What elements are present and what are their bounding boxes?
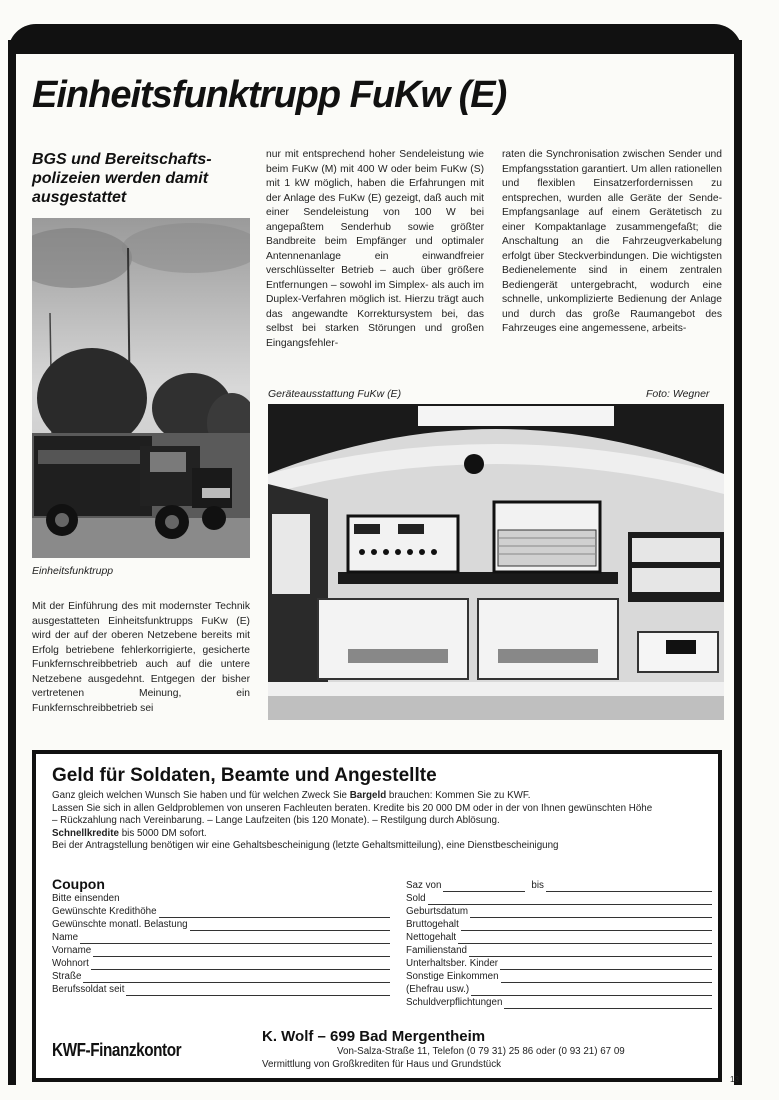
contact-note: Vermittlung von Großkrediten für Haus und Grundstück [262, 1059, 502, 1070]
field-label: Nettogehalt [406, 932, 457, 943]
ad-text: brauchen: Kommen Sie zu KWF. [386, 790, 531, 801]
coupon-field[interactable] [406, 945, 712, 957]
coupon-field[interactable] [52, 919, 390, 931]
field-label: Gewünschte monatl. Belastung [52, 919, 188, 930]
coupon-field[interactable] [406, 971, 712, 983]
ad-body [52, 790, 712, 853]
coupon-field[interactable] [406, 958, 712, 970]
article-paragraph: nur mit entsprechend hoher Sendeleistung wie beim FuKw (M) mit 400 W oder beim FuKw (S) mit 1 kW möglich, haben die Erfahrungen mit der Anlage des FuKw (E) gezeigt, daß auch mit einer Sendeleistung von 100 W bei angepaßtem Senderhub sowie größter Bandbreite beim Empfänger und optimaler Antennenanlage ein einwandfreier verschlüsselter Betrieb – auch über größere Entfernungen – sowohl im Simplex- als auch im Duplex-Verfahren möglich ist. Hierzu trägt auch das angewandte Korrektursystem bei, das selbst bei starken Störungen und großen Eingangsfehler- [266, 149, 484, 349]
company-logo: KWF-Finanzkontor [52, 1040, 182, 1060]
coupon-field[interactable] [406, 893, 712, 905]
ad-text: – Rückzahlung nach Vereinbarung. – Lange Laufzeiten (bis 120 Monate). – Restilgung durch Ablösung. [52, 815, 500, 826]
field-label: Sonstige Einkommen [406, 971, 499, 982]
coupon-field[interactable] [406, 919, 712, 931]
contact-address: Von-Salza-Straße 11, Telefon (0 79 31) 25 86 oder (0 93 21) 67 09 [337, 1046, 625, 1057]
ad-text: bis 5000 DM sofort. [118, 827, 207, 839]
article-column-left [32, 600, 250, 716]
field-label: Sold [406, 893, 426, 904]
field-label: Saz von [406, 880, 442, 891]
field-label: Berufssoldat seit [52, 984, 125, 995]
coupon-field[interactable] [52, 906, 390, 918]
field-label: Vorname [52, 945, 92, 956]
field-label: Schuldverpflichtungen [406, 997, 503, 1008]
field-label: (Ehefrau usw.) [406, 984, 470, 995]
page-number: 13 [730, 1075, 739, 1084]
article-paragraph: Mit der Einführung des mit modernster Technik ausgestatteten Einheitsfunktrupps FuKw (E) wird der auf der oberen Netzebene bereits mit Erfolg betriebene fehlerkorrigierte, gesicherte Funkfernschreibbetrieb auch auf die untere Netzebene ausgedehnt. Entgegen der bisher vertretenen Meinung, ein Funkfernschreibbetrieb sei [32, 601, 250, 714]
coupon-field[interactable] [406, 906, 712, 918]
article-column-right [502, 148, 722, 337]
field-label: Familienstand [406, 945, 467, 956]
field-label: Bruttogehalt [406, 919, 459, 930]
equipment-photo-caption: Geräteausstattung FuKw (E) [268, 388, 402, 400]
coupon-subtitle: Bitte einsenden [52, 893, 120, 904]
coupon-field[interactable] [52, 984, 390, 996]
coupon-field[interactable] [52, 971, 390, 983]
equipment-photo [268, 404, 724, 720]
coupon-field[interactable] [406, 997, 712, 1009]
ad-text: Lassen Sie sich in allen Geldproblemen von unseren Fachleuten beraten. Kredite bis 20 000 DM oder in der von Ihnen gewünschten Höhe [52, 802, 653, 814]
coupon-field[interactable] [52, 945, 390, 957]
ad-text: Ganz gleich welchen Wunsch Sie haben und für welchen Zweck Sie [52, 790, 350, 801]
field-label: Gewünschte Kredithöhe [52, 906, 157, 917]
ad-text: Bei der Antragstellung benötigen wir eine Gehaltsbescheinigung (letzte Gehaltsmitteilung), eine Dienstbescheinigung [52, 840, 559, 851]
coupon-field[interactable] [52, 958, 390, 970]
article-column-middle [266, 148, 484, 351]
truck-photo [32, 218, 250, 558]
field-label: Wohnort [52, 958, 89, 969]
field-label: Straße [52, 971, 82, 982]
coupon-field[interactable] [406, 984, 712, 996]
field-label: Name [52, 932, 79, 943]
contact-name: K. Wolf – 699 Bad Mergentheim [262, 1028, 486, 1045]
truck-photo-caption: Einheitsfunktrupp [32, 565, 114, 577]
coupon-field-saz[interactable] [406, 880, 712, 892]
field-label: bis [531, 880, 544, 891]
field-label: Unterhaltsber. Kinder [406, 958, 499, 969]
field-label: Geburtsdatum [406, 906, 469, 917]
coupon-title: Coupon [52, 876, 105, 892]
article-subtitle: BGS und Bereitschafts-polizeien werden damit ausgestattet [32, 151, 212, 206]
coupon-field[interactable] [52, 932, 390, 944]
ad-text-bold: Schnellkredite [52, 827, 119, 839]
article-paragraph: raten die Synchronisation zwischen Sender und Empfangsstation garantiert. Um allen rationellen und flexiblen Einsatzerfordernissen zu entsprechen, wurden alle Geräte der Sende-Empfangsanlage auf einem Gerätetisch zu einer Kompaktanlage zusammengefaßt; die Anschaltung an die Fahrzeugverkabelung erfolgt über Steckverbindungen. Die wichtigsten Bedienelemente sind in einem zentralen Bediengerät untergebracht, wodurch eine schnelle, unkomplizierte Bedienung der Anlage und durch das große Raumangebot des Fahrzeuges eine angemessene, arbeits- [502, 149, 722, 334]
coupon-field[interactable] [406, 932, 712, 944]
ad-text-bold: Bargeld [349, 790, 387, 801]
photo-credit: Foto: Wegner [646, 388, 710, 400]
ad-headline: Geld für Soldaten, Beamte und Angestellte [52, 765, 437, 786]
article-title: Einheitsfunktrupp FuKw (E) [32, 74, 507, 116]
